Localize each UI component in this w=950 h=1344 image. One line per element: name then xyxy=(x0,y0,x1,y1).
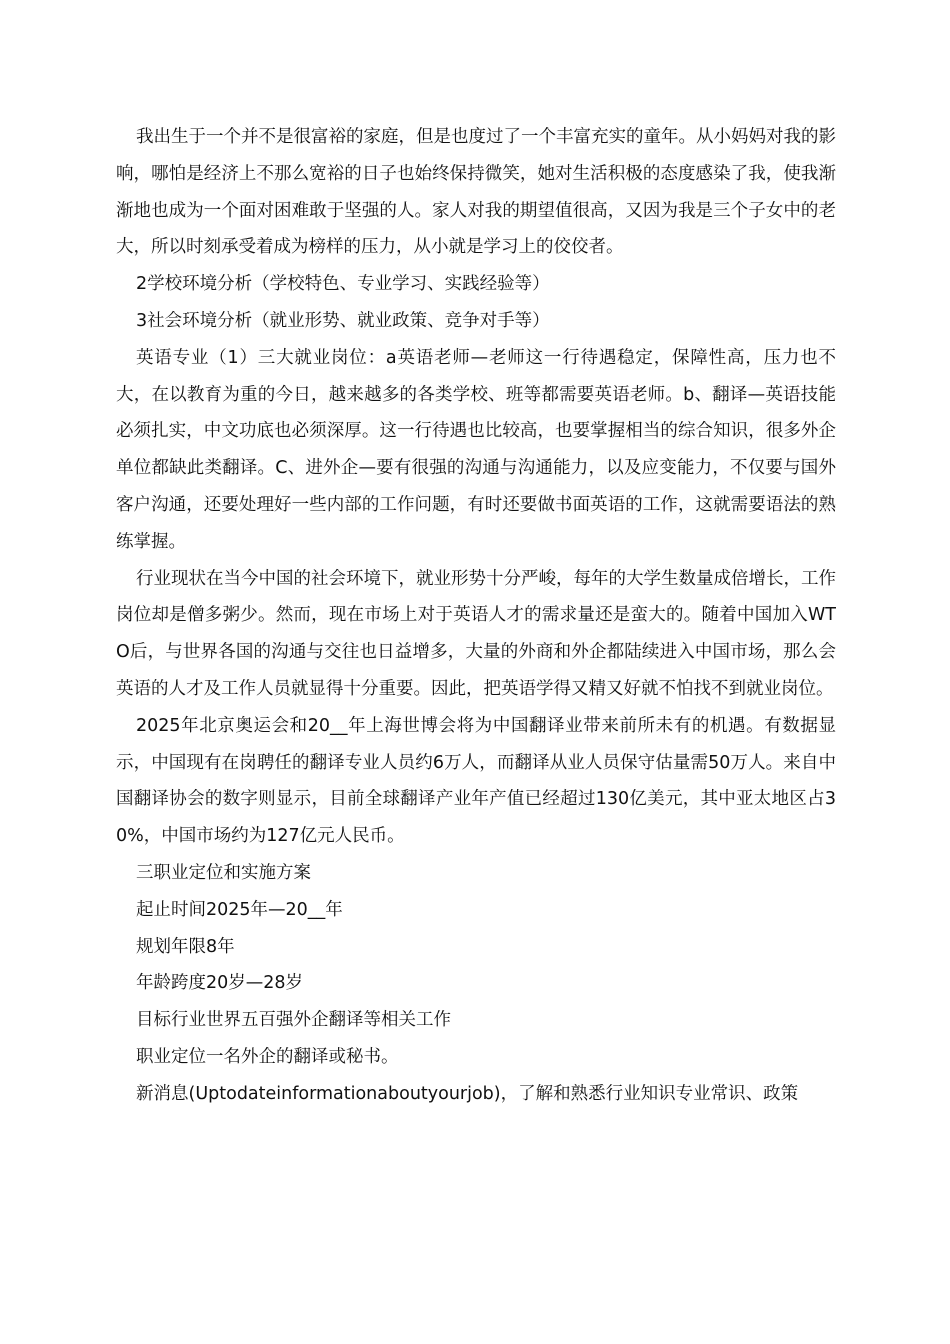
paragraph-time-range: 起止时间2025年—20__年 xyxy=(136,899,343,920)
document-body xyxy=(116,119,836,1113)
paragraph-translation-market: 2025年北京奥运会和20__年上海世博会将为中国翻译业带来前所未有的机遇。有数据显示，中国现有在岗聘任的翻译专业人员约6万人，而翻译从业人员保守估量需50万人。来自中国翻译协会的数字则显示，目前全球翻译产业年产值已经超过130亿美元，其中亚太地区占30%，中国市场约为127亿元人民币。 xyxy=(116,715,836,847)
paragraph-career-position: 职业定位一名外企的翻译或秘书。 xyxy=(136,1046,399,1067)
paragraph-target-industry: 目标行业世界五百强外企翻译等相关工作 xyxy=(136,1010,451,1031)
section-heading-career-plan: 三职业定位和实施方案 xyxy=(136,862,311,883)
paragraph-job-information: 新消息(Uptodateinformationaboutyourjob)，了解和熟悉行业知识专业常识、政策 xyxy=(136,1083,799,1104)
paragraph-plan-duration: 规划年限8年 xyxy=(136,936,235,957)
paragraph-age-range: 年龄跨度20岁—28岁 xyxy=(136,973,304,994)
paragraph-industry-status: 行业现状在当今中国的社会环境下，就业形势十分严峻，每年的大学生数量成倍增长，工作岗位却是僧多粥少。然而，现在市场上对于英语人才的需求量还是蛮大的。随着中国加入WTO后，与世界各国的沟通与交往也日益增多，大量的外商和外企都陆续进入中国市场，那么会英语的人才及工作人员就显得十分重要。因此，把英语学得又精又好就不怕找不到就业岗位。 xyxy=(116,568,836,699)
paragraph-school-environment: 2学校环境分析（学校特色、专业学习、实践经验等） xyxy=(136,274,550,295)
paragraph-social-environment: 3社会环境分析（就业形势、就业政策、竞争对手等） xyxy=(136,310,550,331)
paragraph-english-jobs: 英语专业（1）三大就业岗位：a英语老师—老师这一行待遇稳定，保障性高，压力也不大，在以教育为重的今日，越来越多的各类学校、班等都需要英语老师。b、翻译—英语技能必须扎实，中文功底也必须深厚。这一行待遇也比较高，也要掌握相当的综合知识，很多外企单位都缺此类翻译。C、进外企—要有很强的沟通与沟通能力，以及应变能力，不仅要与国外客户沟通，还要处理好一些内部的工作问题，有时还要做书面英语的工作，这就需要语法的熟练掌握。 xyxy=(116,347,836,552)
paragraph-family-background: 我出生于一个并不是很富裕的家庭，但是也度过了一个丰富充实的童年。从小妈妈对我的影响，哪怕是经济上不那么宽裕的日子也始终保持微笑，她对生活积极的态度感染了我，使我渐渐地也成为一个面对困难敢于坚强的人。家人对我的期望值很高，又因为我是三个子女中的老大，所以时刻承受着成为榜样的压力，从小就是学习上的佼佼者。 xyxy=(116,127,836,258)
